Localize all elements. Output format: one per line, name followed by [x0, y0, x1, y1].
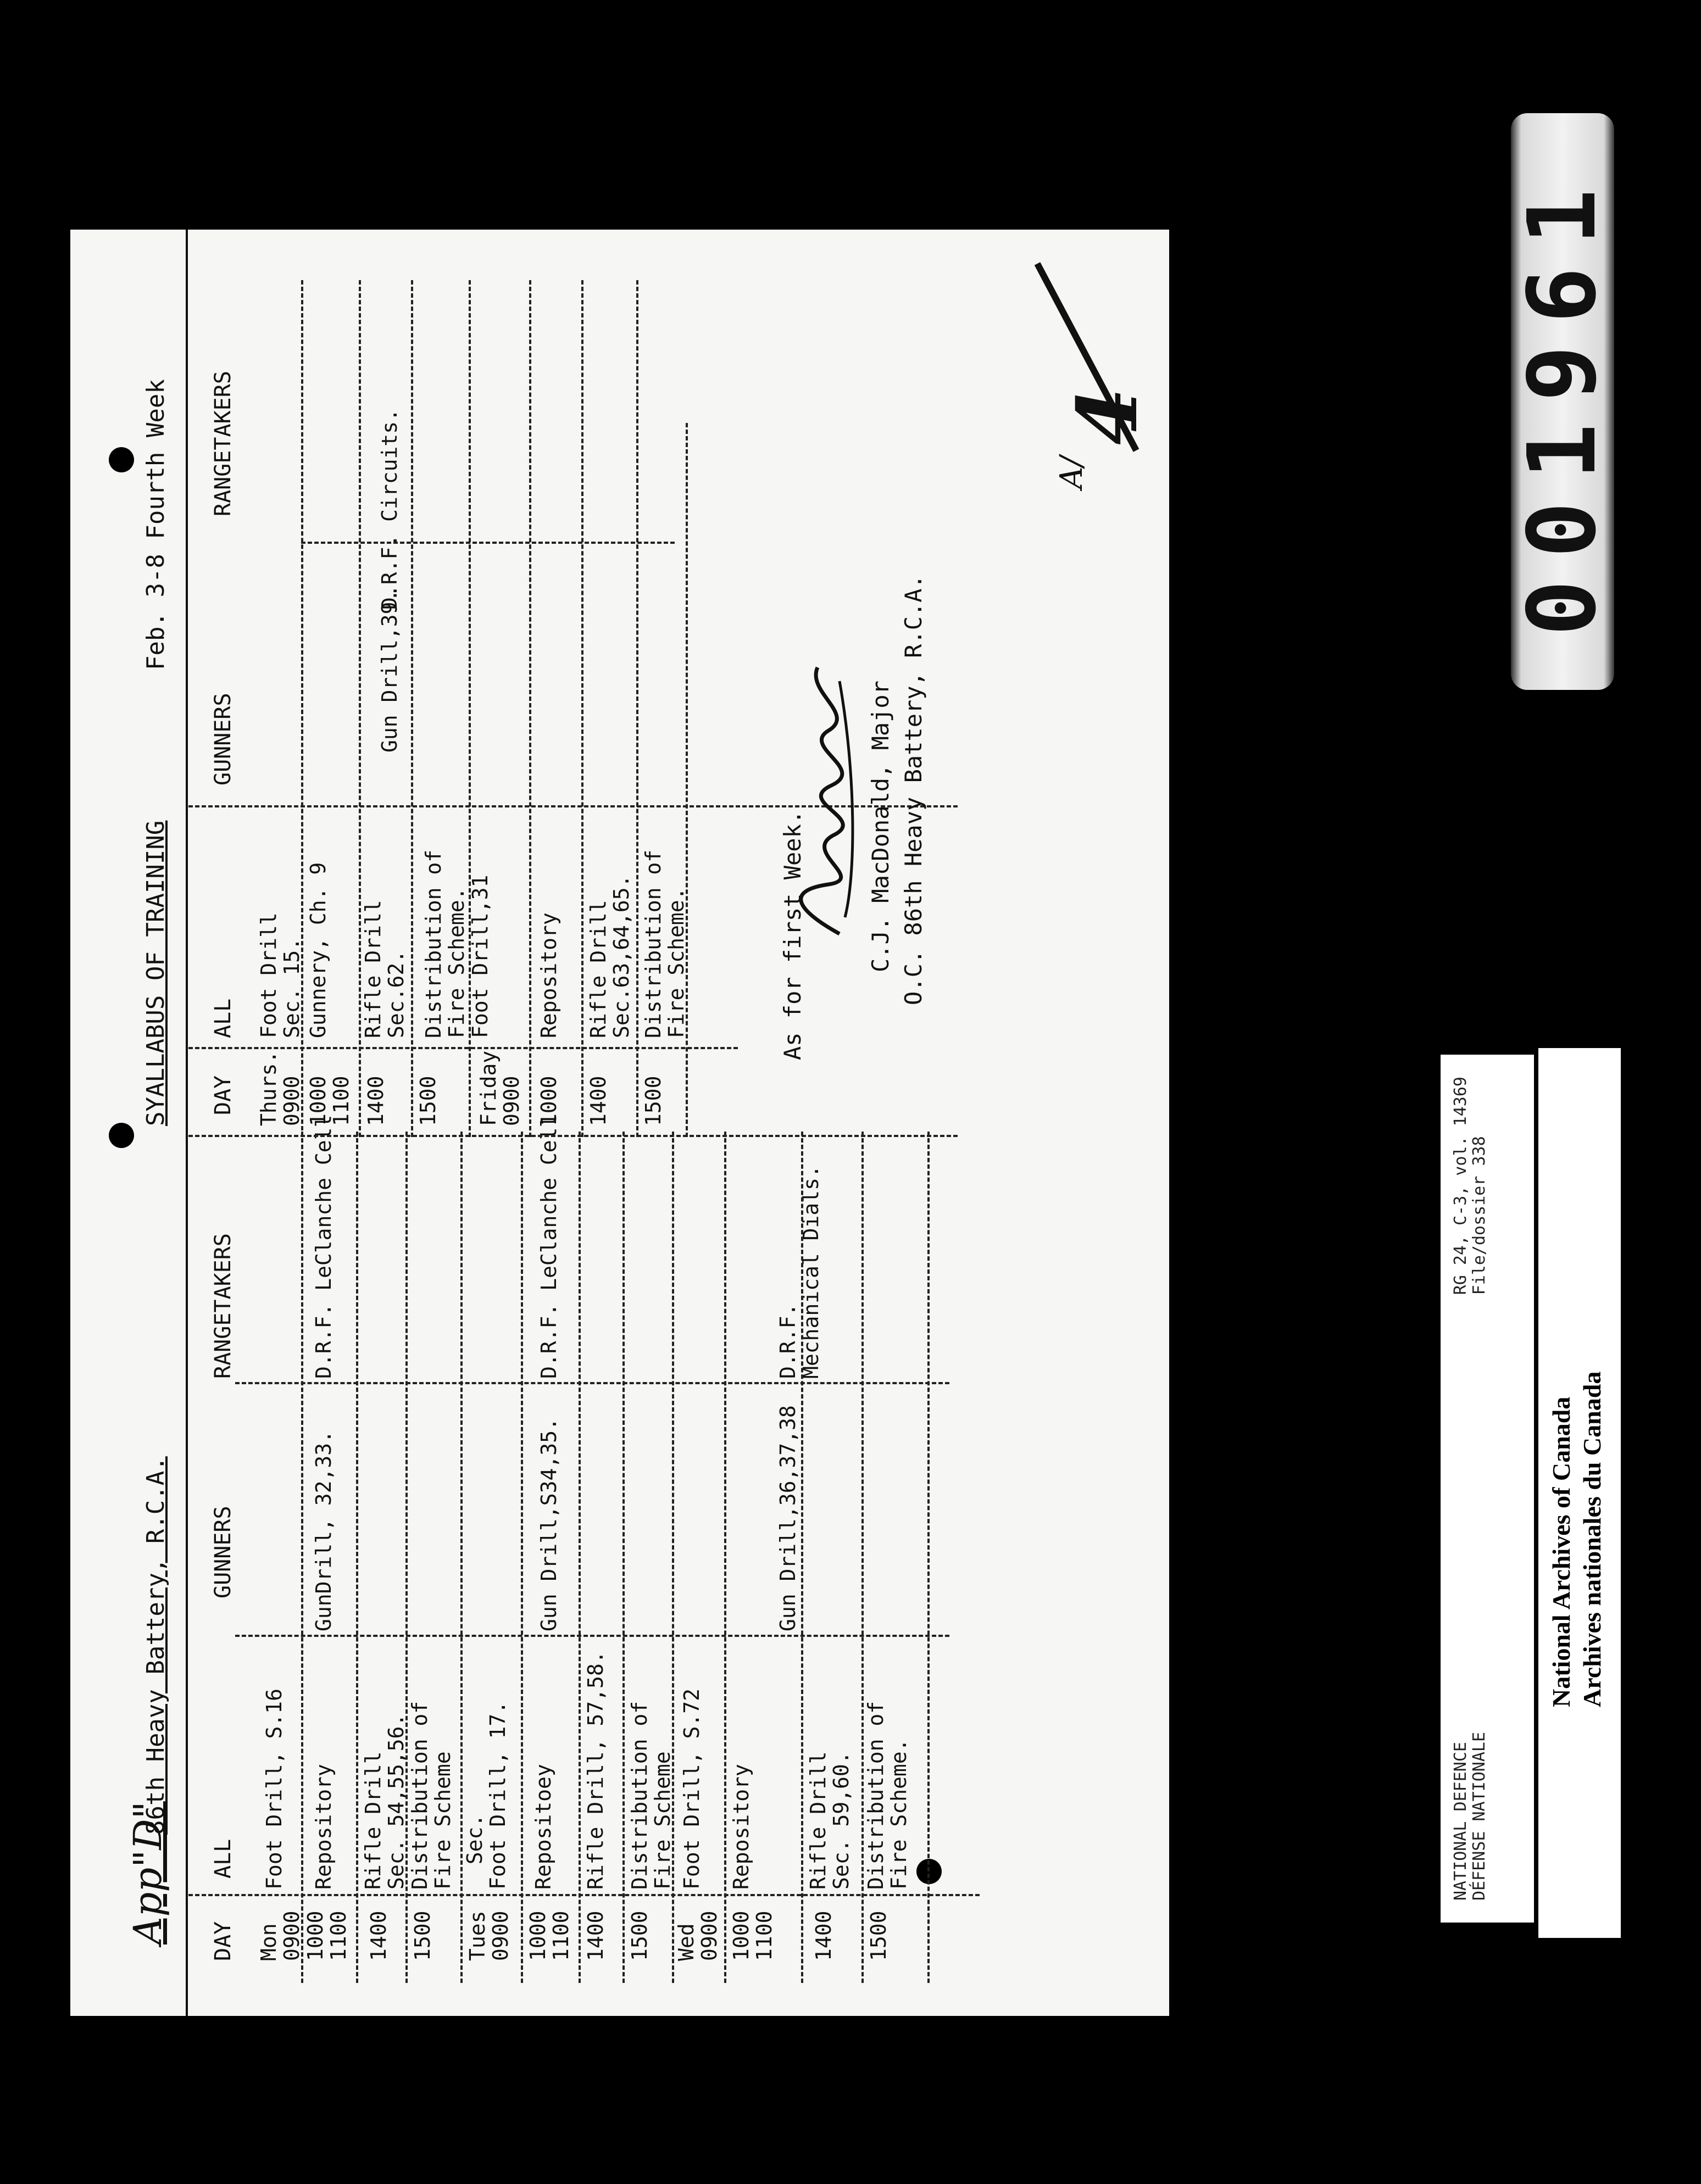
- left-all: Rifle Drill, 57,58.: [583, 1651, 608, 1890]
- grid-line: [359, 280, 361, 1137]
- left-all: Rifle Drill Sec. 54,55,56.: [361, 1713, 408, 1890]
- col-all-right: ALL: [210, 998, 236, 1038]
- handwritten-slash: [1026, 253, 1147, 461]
- punch-hole: [109, 447, 134, 472]
- col-day-left: DAY: [210, 1921, 236, 1961]
- document-page: [70, 230, 1169, 2016]
- left-all: Rifle Drill Sec. 59,60.: [806, 1751, 853, 1890]
- left-all: Distribution of Fire Scheme: [408, 1701, 455, 1890]
- grid-line: [460, 1132, 463, 1983]
- syllabus-title: SYALLABUS OF TRAINING: [142, 820, 170, 1126]
- left-all: Foot Drill, S.16: [262, 1688, 286, 1890]
- archive-name-en: National Archives of Canada: [1547, 1396, 1575, 1707]
- col-gunners-left: GUNNERS: [210, 1506, 236, 1598]
- right-all: Rifle Drill Sec.63,64,65.: [586, 874, 633, 1038]
- punch-hole: [109, 1123, 134, 1148]
- archive-label-upper: [1441, 1055, 1534, 1923]
- right-time: Friday 0900: [476, 1050, 524, 1126]
- page-mark-a: A/: [1054, 456, 1089, 489]
- left-gunners: Gun Drill,36,37,38: [776, 1405, 800, 1631]
- signature-title: O.C. 86th Heavy Battery, R.C.A.: [900, 575, 927, 1005]
- grid-line: [861, 1132, 864, 1983]
- col-rangetakers-right: RANGETAKERS: [210, 371, 236, 516]
- left-all: Repository: [729, 1764, 753, 1890]
- left-all: Repositoey: [531, 1764, 555, 1890]
- grid-line: [301, 542, 675, 544]
- grid-line: [724, 1132, 726, 1983]
- right-time: 1000: [537, 1076, 561, 1126]
- left-gunners: GunDrill, 32,33.: [312, 1430, 336, 1631]
- left-time: 1400: [583, 1910, 608, 1961]
- right-all: Distribution of Fire Scheme.: [641, 849, 688, 1038]
- left-time: Tues 0900: [465, 1910, 513, 1961]
- grid-line: [469, 280, 471, 1137]
- left-time: 1000 1100: [303, 1910, 351, 1961]
- right-time: 1500: [416, 1076, 440, 1126]
- right-gunners: Gun Drill,39.: [377, 589, 402, 753]
- label-line1: NATIONAL DEFENCE: [1451, 1742, 1470, 1901]
- grid-line: [581, 280, 583, 1137]
- left-rangetakers: D.R.F. LeClanche Cell: [537, 1115, 561, 1379]
- left-gunners: Gun Drill,S34,35.: [537, 1418, 561, 1631]
- grid-line: [686, 423, 688, 1137]
- left-time: 1500: [410, 1910, 435, 1961]
- right-time: 1400: [586, 1076, 610, 1126]
- label-ref1: RG 24, C-3, vol. 14369: [1451, 1077, 1470, 1295]
- left-time: Mon 0900: [257, 1910, 304, 1961]
- page-mark-number: 4: [1059, 387, 1156, 445]
- left-time: 1500: [866, 1910, 891, 1961]
- right-all: Foot Drill,31: [468, 874, 492, 1038]
- grid-line: [801, 1132, 803, 1983]
- header-rule: [186, 230, 188, 2016]
- week-label: Feb. 3-8 Fourth Week: [142, 379, 170, 670]
- left-all: Sec. Foot Drill, 17.: [463, 1701, 510, 1890]
- col-all-left: ALL: [210, 1838, 236, 1879]
- left-time: 1400: [366, 1910, 391, 1961]
- grid-line: [301, 1132, 303, 1983]
- left-time: 1500: [627, 1910, 652, 1961]
- grid-line: [301, 280, 303, 1137]
- right-all: Repository: [537, 912, 561, 1038]
- grid-line: [622, 1132, 625, 1983]
- handwritten-signature: [779, 665, 861, 939]
- document-content: [70, 230, 1169, 2016]
- right-all: Foot Drill Sec. 15.: [257, 912, 304, 1038]
- grid-line: [188, 1047, 738, 1049]
- appendix-mark: App"D": [125, 1801, 170, 1945]
- right-all: Gunnery, Ch. 9: [306, 862, 330, 1038]
- grid-line: [235, 1635, 949, 1637]
- grid-line: [356, 1132, 358, 1983]
- archive-number: 001961: [1508, 166, 1617, 637]
- unit-title: 86th Heavy Battery, R.C.A.: [142, 1456, 170, 1835]
- grid-line: [188, 1894, 980, 1896]
- col-gunners-right: GUNNERS: [210, 693, 236, 785]
- grid-line: [188, 1135, 958, 1137]
- grid-line: [927, 1132, 930, 1983]
- left-all: Repository: [312, 1764, 336, 1890]
- grid-line: [636, 280, 638, 1137]
- right-time: 1400: [364, 1076, 388, 1126]
- right-time: 1000 1100: [306, 1076, 353, 1126]
- col-day-right: DAY: [210, 1075, 236, 1115]
- archive-label-name: [1538, 1048, 1621, 1938]
- grid-line: [521, 1132, 523, 1983]
- archive-name-fr: Archives nationales du Canada: [1578, 1371, 1606, 1707]
- left-all: Distribution of Fire Scheme.: [864, 1701, 911, 1890]
- left-rangetakers: D.R.F. Mechanical Dials.: [776, 1165, 823, 1379]
- left-time: 1000 1100: [526, 1910, 573, 1961]
- signature-name: C.J. MacDonald, Major: [867, 680, 894, 972]
- archive-number-stamp: [1508, 113, 1617, 690]
- grid-line: [579, 1132, 581, 1983]
- archive-label-text: [1441, 1055, 1534, 1923]
- label-line2: DÉFENSE NATIONALE: [1470, 1731, 1489, 1901]
- left-rangetakers: D.R.F. LeClanche Cell: [312, 1115, 336, 1379]
- right-all: Distribution of Fire Scheme.: [421, 849, 469, 1038]
- col-rangetakers-left: RANGETAKERS: [210, 1233, 236, 1379]
- grid-line: [529, 280, 531, 1137]
- grid-line: [235, 1382, 949, 1384]
- right-all: Rifle Drill Sec.62.: [361, 900, 408, 1038]
- right-time: Thurs. 0900: [257, 1050, 304, 1126]
- grid-line: [672, 1132, 674, 1983]
- left-time: Wed 0900: [674, 1910, 721, 1961]
- left-all: Foot Drill, S.72: [680, 1688, 704, 1890]
- grid-line: [411, 280, 413, 1137]
- left-time: 1400: [811, 1910, 836, 1961]
- note-text: As for first Week.: [779, 810, 806, 1060]
- archive-label-lower: [1538, 1048, 1621, 1938]
- grid-line: [405, 1132, 408, 1983]
- right-time: 1500: [641, 1076, 665, 1126]
- label-ref2: File/dossier 338: [1470, 1136, 1489, 1295]
- right-rangetakers: D.R.F. Circuits.: [377, 408, 402, 610]
- left-all: Distribution of Fire Scheme: [627, 1701, 675, 1890]
- left-time: 1000 1100: [729, 1910, 776, 1961]
